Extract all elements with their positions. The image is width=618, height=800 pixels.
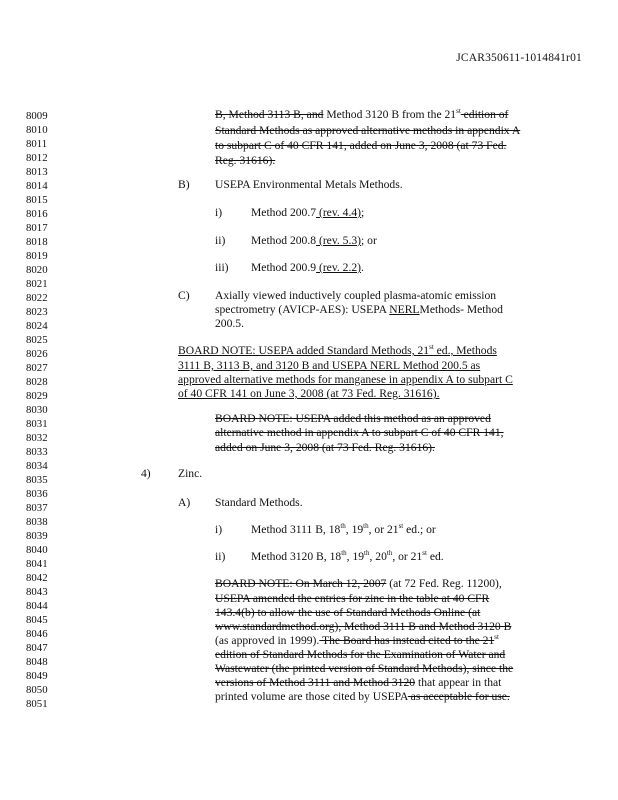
line-number: 8046 bbox=[26, 628, 48, 640]
item-letter: B) bbox=[178, 178, 190, 191]
underlined-text: (rev. 2.2) bbox=[316, 261, 362, 274]
item-numeral: ii) bbox=[215, 234, 226, 247]
text: Method 200.8 bbox=[251, 234, 317, 247]
text-line: Axially viewed inductively coupled plasma-atomic emission bbox=[215, 289, 497, 302]
struck-text-line: 143.4(b) to allow the use of Standard Methods Online (at bbox=[215, 606, 481, 619]
board-note-line: 3111 B, 3113 B, and 3120 B and USEPA NERL Method 200.5 as bbox=[178, 359, 481, 372]
line-number: 8010 bbox=[26, 124, 48, 136]
item-numeral: i) bbox=[215, 523, 223, 536]
line-number: 8034 bbox=[26, 460, 48, 472]
line-number: 8022 bbox=[26, 292, 48, 304]
struck-text-line: www.standardmethod.org), Method 3111 B and Method 3120 B bbox=[215, 620, 512, 633]
line-number: 8032 bbox=[26, 432, 48, 444]
line-number: 8014 bbox=[26, 180, 48, 192]
text: ed. bbox=[426, 550, 444, 563]
text: , 19 bbox=[345, 523, 364, 536]
text-line bbox=[251, 233, 377, 249]
struck-text-line: to subpart C of 40 CFR 141, added on June 3, 2008 (at 73 Fed. bbox=[215, 139, 507, 152]
line-number: 8049 bbox=[26, 670, 48, 682]
underlined-text: (rev. 5.3) bbox=[316, 234, 362, 247]
superscript: th bbox=[386, 549, 393, 558]
line-number: 8043 bbox=[26, 586, 48, 598]
line-number: 8012 bbox=[26, 152, 48, 164]
item-numeral: i) bbox=[215, 206, 223, 219]
line-number: 8033 bbox=[26, 446, 48, 458]
superscript: st bbox=[494, 633, 499, 642]
superscript: th bbox=[341, 549, 347, 558]
section-heading: Zinc. bbox=[178, 467, 203, 480]
text: spectrometry (AVICP-AES): USEPA bbox=[215, 303, 390, 316]
superscript: st bbox=[456, 107, 461, 116]
struck-text-line: Reg. 31616). bbox=[215, 154, 276, 167]
superscript: th bbox=[340, 522, 346, 531]
text: , or 21 bbox=[368, 523, 399, 536]
line-number: 8035 bbox=[26, 474, 48, 486]
superscript: th bbox=[363, 522, 369, 531]
line-number: 8036 bbox=[26, 488, 48, 500]
struck-text-line: Wastewater (the printed version of Standard Methods), since the bbox=[215, 662, 514, 675]
text: ; bbox=[361, 206, 365, 219]
text: that appear in that bbox=[415, 676, 502, 689]
text-line bbox=[251, 205, 364, 221]
line-number: 8016 bbox=[26, 208, 48, 220]
line-number: 8050 bbox=[26, 684, 48, 696]
text-line bbox=[251, 549, 444, 565]
line-number: 8028 bbox=[26, 376, 48, 388]
line-number: 8024 bbox=[26, 320, 48, 332]
board-note-line bbox=[178, 343, 497, 359]
line-number: 8020 bbox=[26, 264, 48, 276]
line-number: 8018 bbox=[26, 236, 48, 248]
text: Method 3120 B, 18 bbox=[251, 550, 342, 563]
struck-text: edition of bbox=[460, 108, 509, 121]
underlined-text: (rev. 4.4) bbox=[316, 206, 362, 219]
line-number: 8026 bbox=[26, 348, 48, 360]
line-number: 8021 bbox=[26, 278, 48, 290]
item-numeral: iii) bbox=[215, 261, 229, 274]
item-letter: C) bbox=[178, 289, 190, 302]
struck-text: The Board has instead cited to the 21 bbox=[319, 634, 495, 647]
struck-text: BOARD NOTE: USEPA bbox=[215, 412, 331, 425]
line-number: 8027 bbox=[26, 362, 48, 374]
text: (at 72 Fed. Reg. 11200), bbox=[386, 577, 502, 590]
underlined-text: BOARD NOTE: USEPA added Standard Methods, 21 bbox=[178, 344, 430, 357]
struck-text: B, Method 3113 B, and bbox=[215, 108, 324, 121]
text: . bbox=[361, 261, 364, 274]
superscript: st bbox=[398, 522, 404, 531]
text: printed volume are those cited by USEPA bbox=[215, 690, 408, 703]
item-number: 4) bbox=[141, 467, 151, 480]
superscript: st bbox=[429, 343, 434, 352]
line-number: 8029 bbox=[26, 390, 48, 402]
line-number: 8039 bbox=[26, 530, 48, 542]
text: Method 200.9 bbox=[251, 261, 317, 274]
line-number: 8041 bbox=[26, 558, 48, 570]
struck-text-line: alternative method in appendix A to subpart C of 40 CFR 141, bbox=[215, 426, 504, 439]
line-number: 8045 bbox=[26, 614, 48, 626]
line-number: 8031 bbox=[26, 418, 48, 430]
line-number: 8015 bbox=[26, 194, 48, 206]
board-note-line bbox=[215, 576, 502, 592]
text: Method 3120 B from the 21 bbox=[323, 108, 457, 121]
line-number: 8019 bbox=[26, 250, 48, 262]
struck-text-line: added on June 3, 2008 (at 73 Fed. Reg. 31616). bbox=[215, 441, 435, 454]
line-number: 8051 bbox=[26, 698, 48, 710]
text: , 20 bbox=[369, 550, 387, 563]
text: ; or bbox=[361, 234, 377, 247]
line-number: 8038 bbox=[26, 516, 48, 528]
item-letter: A) bbox=[178, 496, 191, 509]
struck-text-line: edition of Standard Methods for the Examination of Water and bbox=[215, 648, 506, 661]
line-number: 8025 bbox=[26, 334, 48, 346]
struck-text-line: USEPA amended the entries for zinc in the table at 40 CFR bbox=[215, 592, 490, 605]
text: ed.; or bbox=[403, 523, 436, 536]
struck-text: added this method as an approved bbox=[330, 412, 491, 425]
underlined-text: ed., Methods bbox=[433, 344, 497, 357]
superscript: st bbox=[422, 549, 427, 558]
text: Method 200.7 bbox=[251, 206, 317, 219]
underlined-text: NERL bbox=[389, 303, 420, 316]
board-note-line: approved alternative methods for manganese in appendix A to subpart C bbox=[178, 373, 513, 386]
line-number: 8013 bbox=[26, 166, 48, 178]
line-number: 8047 bbox=[26, 642, 48, 654]
text-line: Standard Methods. bbox=[215, 496, 303, 509]
text-line bbox=[251, 260, 364, 276]
line-number: 8040 bbox=[26, 544, 48, 556]
struck-text: as acceptable for use. bbox=[407, 690, 510, 703]
board-note-line bbox=[215, 689, 510, 705]
text: (as approved in 1999). bbox=[215, 634, 320, 647]
text: Method 3111 B, 18 bbox=[251, 523, 341, 536]
line-number: 8011 bbox=[26, 138, 48, 150]
line-number: 8044 bbox=[26, 600, 48, 612]
line-number: 8023 bbox=[26, 306, 48, 318]
text: , 19 bbox=[346, 550, 365, 563]
board-note-line: of 40 CFR 141 on June 3, 2008 (at 73 Fed. Reg. 31616). bbox=[178, 387, 440, 400]
document-header: JCAR350611-1014841r01 bbox=[456, 52, 582, 64]
line-number: 8009 bbox=[26, 110, 48, 122]
text-line: 200.5. bbox=[215, 317, 244, 330]
line-number: 8017 bbox=[26, 222, 48, 234]
line-number: 8037 bbox=[26, 502, 48, 514]
struck-text-line: Standard Methods as approved alternative methods in appendix A bbox=[215, 124, 521, 137]
text: , or 21 bbox=[392, 550, 423, 563]
line-number: 8042 bbox=[26, 572, 48, 584]
text-line bbox=[251, 522, 436, 538]
struck-text: versions of Method 3111 and Method 3120 bbox=[215, 676, 416, 689]
text: Methods- Method bbox=[419, 303, 503, 316]
text-line bbox=[215, 302, 503, 318]
line-number: 8030 bbox=[26, 404, 48, 416]
struck-text: BOARD NOTE: On March 12, 2007 bbox=[215, 577, 387, 590]
text-line: USEPA Environmental Metals Methods. bbox=[215, 178, 403, 191]
text-line bbox=[215, 107, 508, 123]
line-number: 8048 bbox=[26, 656, 48, 668]
superscript: th bbox=[364, 549, 370, 558]
item-numeral: ii) bbox=[215, 550, 226, 563]
